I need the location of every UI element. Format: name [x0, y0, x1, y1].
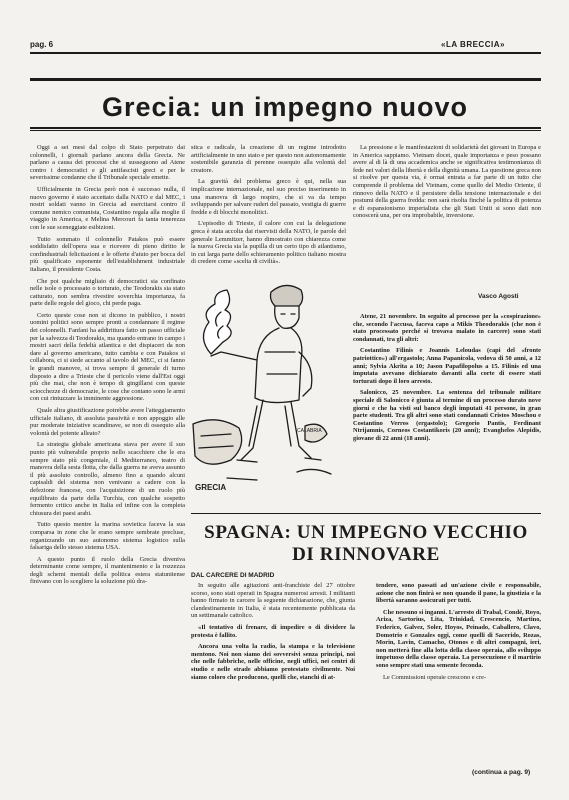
paragraph: A questo punto il ruolo della Grecia diveniva determinante come sempre, il mantenimento e la rozzezza degli schemi mentali della politica estera statunitense finivano con lo scegliere la soluzione più dra-: [30, 555, 185, 586]
news-item: Salonicco, 25 novembre. La sentenza del tribunale militare speciale di Salonicco è giunta al termine di un processo durato nove giorni e che ha visti sul banco degli imputati 41 persone, in gran parte studenti. Tra gli altri sono stati condannati Cristos Moschou e Costantino Verros (ergastolo); Gregorio Pantis, Ferdinant Ntrijamnis, Corneos Costantikoris (20 anni); Evanghelos Alepidis, giovane di 22 anni (18 anni).: [353, 389, 541, 442]
paragraph: Tutto sommato il colonnello Patakos può essere soddisfatto dell'opera sua e ricevere di pieno diritto le confindustriali felicitazioni e le offerte d'aiuto per bocca del più qualificato esponente dell'establishment industriale italiano, il presidente Costa.: [30, 235, 185, 273]
paragraph: Quale altra giustificazione potrebbe avere l'atteggiamento ufficiale italiano, di assoluta passività e non appoggio alle pur moderate iniziative scandinave, se non di ossequio alla volontà del potente alleato?: [30, 407, 185, 437]
continued-note: (continua a pag. 9): [472, 769, 531, 776]
author-signature: Vasco Agosti: [478, 293, 519, 300]
page-number: pag. 6: [30, 40, 54, 49]
paragraph: La strategia globale americana stava per avere il suo punto più vulnerabile proprio nello scacchiere che le era sempre stato più congeniale, il Mediterraneo, teatro di manovra della sesta flotta, che dalla guerra ne aveva assunto il più assoluto controllo, almeno fino a quando alcuni capisaldi del sistema non venivano a cadere con la defezione francese, con l'acquisizione di un ruolo più equilibrato da parte della Turchia, con qualche sospetto fermento critico anche in Italia ed infine con la completa chiusura dei paesi arabi.: [30, 441, 185, 517]
illustration-caption: CALABRIA: [297, 428, 322, 434]
paragraph: La pressione e le manifestazioni di solidarietà dei giovani in Europa e in America sappiamo. Vietnam docet, quale importanza e peso possano avere al di là di una accademica anche se significativa testimonianza di fede nei valori della libertà e della dignità umana. La questione greca non si risolve per questa via, è ormai entrata a far parte di un tutto che comprende il problema del Vietnam, come quello del Medio Oriente, il rinnovo della NATO e il persistere della tensione internazionale e dei postumi della guerra fredda: non sarà risolta finché la politica di potenza e di espansionismo imperialista che gli Stati Uniti si sono dati non conoscerà una, per ora improbabile, inversione.: [353, 144, 541, 220]
article-column-1: [30, 144, 185, 780]
news-item: Costantino Filinis e Joannis Leloudas (capi del «fronte patriottico») all'ergastolo; Anna Papanicola, vedova di 50 anni, a 12 anni; Sylvia Akrita a 10; Jason Papafilopolus a 15. Filinis ed una imputata avevano dichiarato davanti alla corte di essere stati torturati dopo il loro arresto.: [353, 347, 541, 385]
news-column: [353, 313, 541, 508]
article2-title: SPAGNA: UN IMPEGNO VECCHIO DI RINNOVARE: [204, 522, 528, 565]
header-rule: [30, 52, 541, 54]
article-title: Grecia: un impegno nuovo: [101, 92, 469, 122]
article2-dateline: DAL CARCERE DI MADRID: [191, 572, 275, 579]
paragraph: In seguito alle agitazioni anti-franchiste del 27 ottobre scorso, sono stati operati in Spagna numerosi arresti. I militanti hanno firmato in carcere la seguente dichiarazione, che, giunta clandestinamente in Italia, è stata recentemente pubblicata da un settimanale cattolico.: [191, 582, 355, 620]
illustration-label: GRECIA: [195, 483, 227, 492]
magazine-name: «LA BRECCIA»: [441, 40, 505, 49]
news-item: Atene, 21 novembre. In seguito al processo per la «cospirazione» che, secondo l'accusa, faceva capo a Mikis Theodorakis (che non è stato processato perché si trovava malato in carcere) sono stati condannati, tra gli altri:: [353, 313, 541, 343]
title-rule-bottom: [30, 127, 541, 129]
paragraph: Che poi qualche migliaio di democratici sia confinato nelle isole o processato o torturato, che Teodorakis sia stato catturato, non sembra rivestire soverchia importanza, fa parte delle regole del gioco, chi perde paga.: [30, 277, 185, 308]
article-column-2: [191, 144, 346, 266]
section-rule: [191, 513, 541, 514]
title-rule-bottom-thin: [30, 130, 541, 131]
paragraph: Tutto questo mentre la marina sovietica faceva la sua comparsa in zone che le erano sempre sembrate precluse, organizzando un suo autonomo sistema logistico sulla falsariga dello stesso sistema USA.: [30, 521, 185, 552]
paragraph: Che nessuno si inganni. L'arresto di Trabal, Condé, Royo, Ariza, Sartorius, Lita, Trinidad, Crescencio, Martino, Federico, Galvez, Soler, Hoyos, Peinado, Caballero, Clavo, Domotrio e Gonzales oggi, come quelli di Sacerido, Rozas, Morin, Lavin, Camacho, Otonos e di altri compagni, ieri, non metterà fine alla lotta della classe operaia, allo sviluppo impetuoso della classe operaia. La persecuzione e il martirio sono sempre stati una semente feconda.: [376, 608, 541, 669]
paragraph: Certo queste cose non si dicono in pubblico, i nostri uomini politici sono sempre pronti a condannare il regime dei colonnelli. Fanfani ha addirittura fatto un passo ufficiale per la salvezza di Teodorakis, ma quando entrano in campo i mostri sacri della fedeltà atlantica e dei dispiaceri da non dare al governo americano, tutto cambia e con Patakos si collabora, ci si siede accanto al tavolo del MEC, ci si fanno le grandi manovre, si trova sempre il generale di turno disposto a dire a Trieste che il pericolo viene dall'Est oggi più che mai, che non è tempo di gingillarsi con queste sciocchezze di democrazie, le cose che contano sono le armi con cui rintuzzare la imminente aggressione.: [30, 311, 185, 403]
paragraph: «Il tentativo di frenare, di impedire o di dividere la protesta è fallito.: [191, 623, 355, 639]
cartoon-illustration: [187, 256, 345, 504]
paragraph: tendere, sono passati ad un'azione civile e responsabile, azione che non finirà se non quando il pane, la giustizia e la libertà saranno assicurati per tutti.: [376, 582, 541, 605]
paragraph: Ufficialmente in Grecia però non è successo nulla, il nuovo governo è stato accettato dalla NATO e dal MEC, i nostri soldati vanno in Grecia ad esercitarsi contro il comune nemico comunista, Costantino regala alla moglie il viaggio in America, e Melina Mercouri fa tanta tenerezza con le sue sceneggiate esibizioni.: [30, 185, 185, 231]
paragraph: stica e radicale, la creazione di un regime introdotto artificialmente in uno stato e per questo non autonomamente sostenibile garanzia di perenne ossequio alla volontà del creatore.: [191, 144, 346, 174]
paragraph: Ancora una volta la radio, la stampa e la televisione mentono. Noi non siamo dei sovversivi senza principi, noi che nelle fabbriche, nelle officine, negli uffici, nei centri di studio e nelle strade abbiamo protestato civilmente. Noi siamo coloro che producono, quelli che, stanchi di at-: [191, 643, 355, 681]
paragraph: Le Commissioni operaie crescono e cre-: [383, 673, 487, 681]
title-rule-top: [30, 78, 541, 81]
paragraph: Oggi a sei mesi dal colpo di Stato perpetrato dai colonnelli, i giornali parlano ancora della Grecia. Ne parlano a causa dei processi che si susseguono ad Atene contro i democratici e gli antifascisti greci e per le severissime condanne che il Tribunale speciale emette.: [30, 144, 185, 182]
paragraph: La gravità del problema greco è qui, nella sua implicazione internazionale, nel suo preciso inserimento in una manovra di largo respiro, che si va da tempo sviluppando per salvare ruderi del passato, vestigia di guerre fredde e di blocchi monolitici.: [191, 178, 346, 216]
article2-column-1: [191, 582, 355, 780]
paragraph: L'episodio di Trieste, il calore con cui la delegazione greca è stata accolta dai riservisti della NATO, le parole del generale Lemmitzer, hanno dimostrato con chiarezza come la nuova Grecia sia la pupilla di un certo tipo di atlantismo, in cui larga parte dello schieramento politico italiano mostra di credere come «scelta di civiltà».: [191, 220, 346, 266]
article2-column-2: [376, 582, 541, 764]
article-column-3: [353, 144, 541, 284]
